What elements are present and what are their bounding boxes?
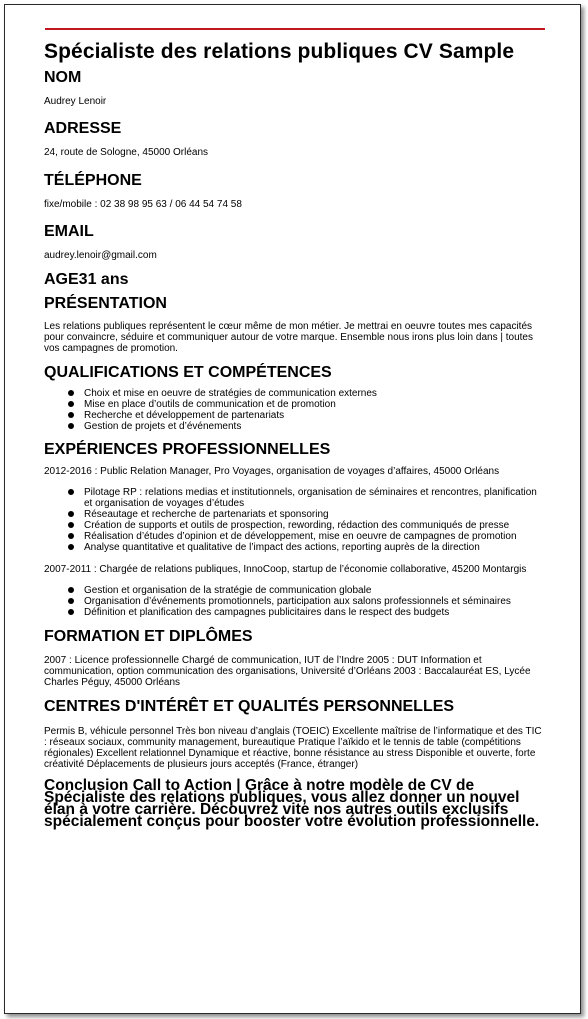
job-duties-list	[44, 487, 544, 553]
qualifications-list	[44, 388, 544, 432]
list-item: Recherche et développement de partenariats	[68, 410, 544, 421]
heading-formation: FORMATION ET DIPLÔMES	[44, 628, 253, 645]
list-item: Définition et planification des campagnes publicitaires dans le respect des budgets	[68, 607, 544, 618]
list-item: Gestion et organisation de la stratégie de communication globale	[68, 585, 544, 596]
accent-rule	[45, 28, 545, 30]
page-title: Spécialiste des relations publiques CV Sample	[44, 40, 515, 63]
list-item: Pilotage RP : relations medias et institutionnels, organisation de séminaires et rencontres, planification et organisation de voyages d’études	[68, 487, 544, 509]
heading-adresse: ADRESSE	[44, 120, 122, 137]
name-value: Audrey Lenoir	[44, 96, 107, 107]
heading-experiences: EXPÉRIENCES PROFESSIONNELLES	[44, 441, 331, 458]
list-item: Choix et mise en oeuvre de stratégies de communication externes	[68, 388, 544, 399]
job-title: 2012-2016 : Public Relation Manager, Pro Voyages, organisation de voyages d’affaires, 45000 Orléans	[44, 466, 500, 477]
address-value: 24, route de Sologne, 45000 Orléans	[44, 147, 209, 158]
phone-value: fixe/mobile : 02 38 98 95 63 / 06 44 54 74 58	[44, 199, 242, 210]
email-value: audrey.lenoir@gmail.com	[44, 250, 157, 261]
formation-text: 2007 : Licence professionnelle Chargé de communication, IUT de l’Indre 2005 : DUT Information et communication, option communication des organisations, Université d’Orléans 2003 : Baccalauréat ES, Lycée Charles Péguy, 45000 Orléans	[44, 655, 531, 688]
cv-content	[44, 68, 544, 828]
list-item: Création de supports et outils de prospection, rewording, rédaction des communiqués de presse	[68, 520, 544, 531]
interests-text: Permis B, véhicule personnel Très bon niveau d’anglais (TOEIC) Excellente maîtrise de l’informatique et des TIC : réseaux sociaux, community management, bureautique Pratique l’aïkido et le tennis de table (compétitions régionales) Excellent relationnel Dynamique et réactive, bonne résistance au stress Disponible et ouverte, forte créativité Déplacements de plusieurs jours acceptés (France, étranger)	[44, 726, 542, 770]
conclusion-text: Conclusion Call to Action | Grâce à notre modèle de CV de Spécialiste des relations publiques, vous allez donner un nouvel élan à votre carrière. Découvrez vite nos autres outils exclusifs spécialement conçus pour booster votre évolution professionnelle.	[44, 777, 540, 830]
presentation-text: Les relations publiques représentent le cœur même de mon métier. Je mettrai en oeuvre toutes mes capacités pour convaincre, séduire et communiquer autour de votre marque. Ensemble nous irons plus loin dans | toutes vos campagnes de promotion.	[44, 321, 533, 354]
heading-age: AGE	[44, 271, 79, 288]
heading-presentation: PRÉSENTATION	[44, 295, 167, 312]
heading-nom: NOM	[44, 69, 82, 86]
age-value: 31 ans	[78, 271, 129, 288]
list-item: Réseautage et recherche de partenariats et sponsoring	[68, 509, 544, 520]
list-item: Mise en place d’outils de communication et de promotion	[68, 399, 544, 410]
heading-interets: CENTRES D'INTÉRÊT ET QUALITÉS PERSONNELLES	[44, 698, 455, 715]
job-title: 2007-2011 : Chargée de relations publiques, InnoCoop, startup de l’économie collaborative, 45200 Montargis	[44, 564, 527, 575]
age-line	[44, 270, 544, 290]
list-item: Analyse quantitative et qualitative de l’impact des actions, reporting auprès de la direction	[68, 542, 544, 553]
heading-email: EMAIL	[44, 223, 94, 240]
heading-qualifications: QUALIFICATIONS ET COMPÉTENCES	[44, 364, 332, 381]
heading-telephone: TÉLÉPHONE	[44, 172, 142, 189]
job-duties-list	[44, 585, 544, 618]
list-item: Réalisation d’études d’opinion et de développement, mise en oeuvre de campagnes de promotion	[68, 531, 544, 542]
list-item: Gestion de projets et d’événements	[68, 421, 544, 432]
list-item: Organisation d’événements promotionnels, participation aux salons professionnels et séminaires	[68, 596, 544, 607]
